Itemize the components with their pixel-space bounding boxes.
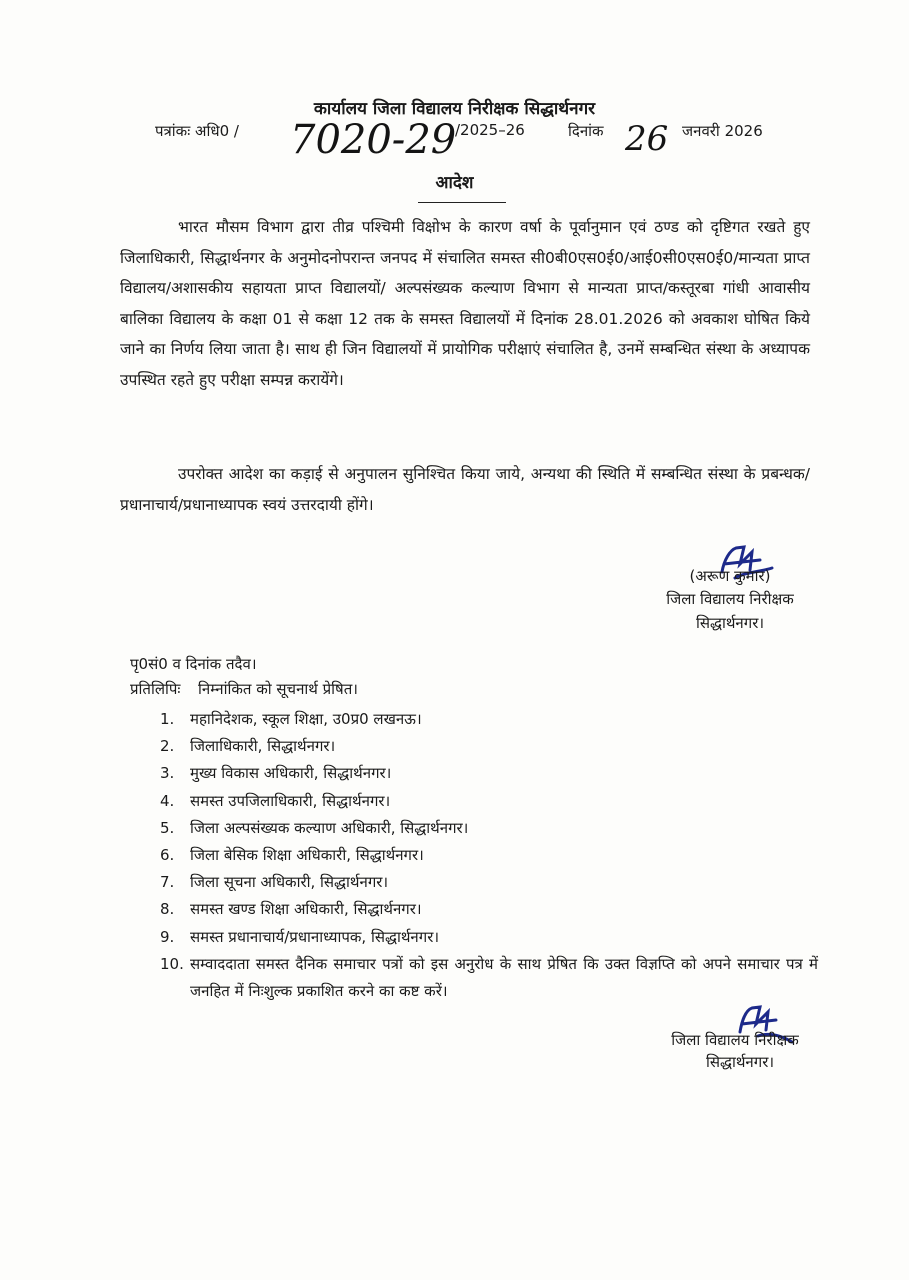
list-item: 6. जिला बेसिक शिक्षा अधिकारी, सिद्धार्थनगर। bbox=[160, 845, 424, 864]
copy-reference-line: पृ0सं0 व दिनांक तदैव। bbox=[130, 655, 257, 673]
signatory-designation: जिला विद्यालय निरीक्षक bbox=[666, 590, 794, 608]
date-month-year: जनवरी 2026 bbox=[682, 122, 763, 140]
signatory-designation-2: जिला विद्यालय निरीक्षक bbox=[671, 1031, 799, 1049]
handwritten-reference-number: 7020-29 bbox=[290, 117, 457, 163]
order-paragraph-1 bbox=[120, 212, 810, 395]
paragraph-2-text: उपरोक्त आदेश का कड़ाई से अनुपालन सुनिश्चित किया जाये, अन्यथा की स्थिति में सम्बन्धित संस्था के प्रबन्धक/प्रधानाचार्य/प्रधानाध्यापक स्वयं उत्तरदायी होंगे। bbox=[120, 465, 810, 514]
office-title: कार्यालय जिला विद्यालय निरीक्षक सिद्धार्थनगर bbox=[313, 99, 596, 119]
order-heading: आदेश bbox=[435, 173, 474, 193]
list-item: 10. सम्वाददाता समस्त दैनिक समाचार पत्रों को इस अनुरोध के साथ प्रेषित कि उक्त विज्ञप्ति को अपने समाचार पत्र में जनहित में निःशुल्क प्रकाशित करने का कष्ट करें। bbox=[160, 954, 818, 1000]
copy-label-line bbox=[130, 679, 358, 699]
signatory-name: (अरूण कुमार) bbox=[689, 567, 771, 585]
list-item: 5. जिला अल्पसंख्यक कल्याण अधिकारी, सिद्धार्थनगर। bbox=[160, 818, 469, 837]
list-item: 2. जिलाधिकारी, सिद्धार्थनगर। bbox=[160, 737, 336, 756]
list-item: 9. समस्त प्रधानाचार्य/प्रधानाध्यापक, सिद्धार्थनगर। bbox=[160, 927, 440, 946]
handwritten-date-day: 26 bbox=[625, 119, 669, 159]
order-paragraph-2 bbox=[120, 459, 810, 520]
list-item: 3. मुख्य विकास अधिकारी, सिद्धार्थनगर। bbox=[160, 764, 392, 783]
list-item: 7. जिला सूचना अधिकारी, सिद्धार्थनगर। bbox=[160, 873, 389, 892]
reference-prefix: पत्रांकः अधि0 / bbox=[155, 122, 239, 140]
signatory-place-2: सिद्धार्थनगर। bbox=[705, 1053, 775, 1071]
recipient-list bbox=[160, 706, 820, 1005]
list-item: 1. महानिदेशक, स्कूल शिक्षा, उ0प्र0 लखनऊ। bbox=[160, 710, 422, 728]
list-item: 4. समस्त उपजिलाधिकारी, सिद्धार्थनगर। bbox=[160, 791, 391, 810]
date-label: दिनांक bbox=[568, 122, 604, 140]
reference-session: /2025–26 bbox=[455, 121, 525, 139]
list-item: 8. समस्त खण्ड शिक्षा अधिकारी, सिद्धार्थनगर। bbox=[160, 900, 422, 919]
signatory-place: सिद्धार्थनगर। bbox=[695, 614, 765, 632]
paragraph-1-text: भारत मौसम विभाग द्वारा तीव्र पश्चिमी विक्षोभ के कारण वर्षा के पूर्वानुमान एवं ठण्ड को दृष्टिगत रखते हुए जिलाधिकारी, सिद्धार्थनगर के अनुमोदनोपरान्त जनपद में संचालित समस्त सी0बी0एस0ई0/आई0सी0एस0ई0/मान्यता प्राप्त विद्यालय/अशासकीय सहायता प्राप्त विद्यालयों/ अल्पसंख्यक कल्याण विभाग से मान्यता प्राप्त/कस्तूरबा गांधी आवासीय बालिका विद्यालय के कक्षा 01 से कक्षा 12 तक के समस्त विद्यालयों में दिनांक 28.01.2026 को अवकाश घोषित किये जाने का निर्णय लिया जाता है। साथ ही जिन विद्यालयों में प्रायोगिक परीक्षाएं संचालित है, उनमें सम्बन्धित संस्था के अध्यापक उपस्थित रहते हुए परीक्षा सम्पन्न करायेंगे। bbox=[120, 218, 810, 389]
copy-intro: निम्नांकित को सूचनार्थ प्रेषित। bbox=[198, 680, 358, 698]
copy-label: प्रतिलिपिः bbox=[130, 680, 181, 698]
heading-underline bbox=[418, 202, 506, 203]
